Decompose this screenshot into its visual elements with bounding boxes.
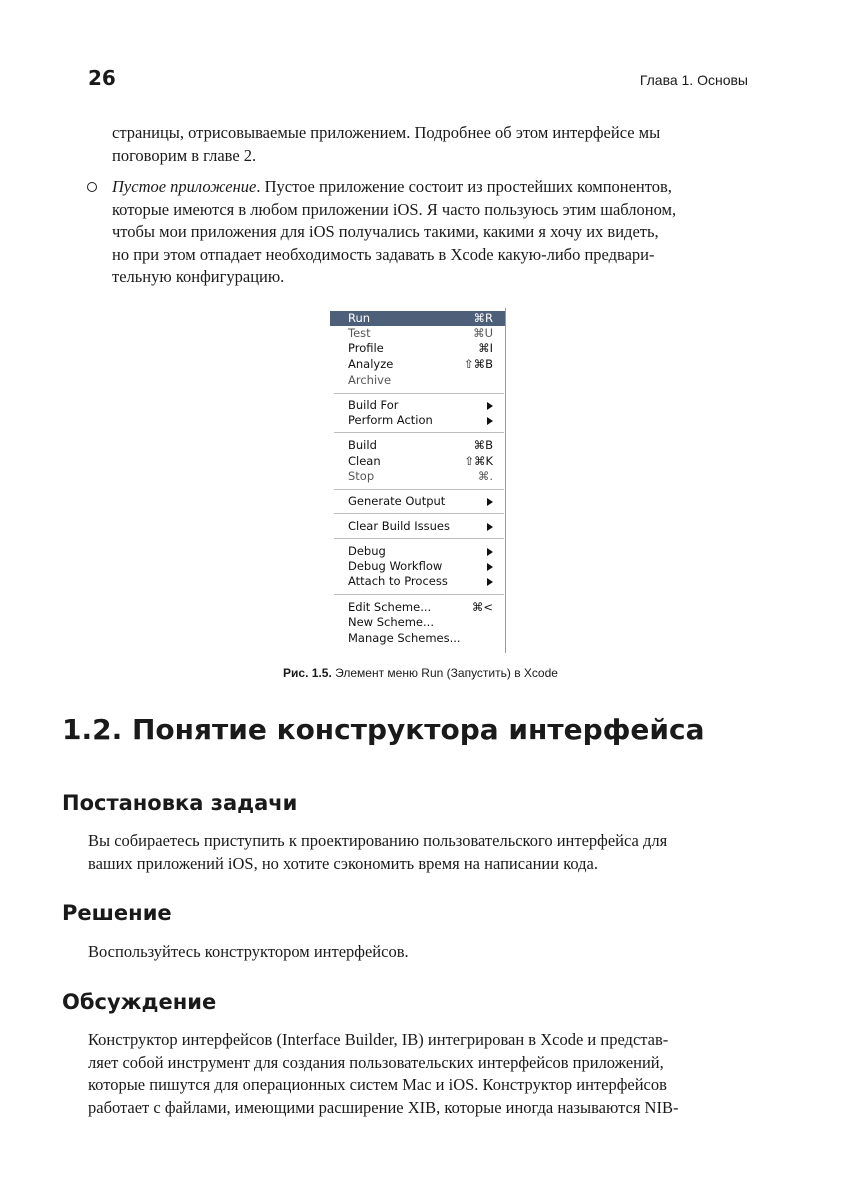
submenu-arrow-icon [487,417,493,425]
menu-item-clean[interactable] [330,454,505,469]
text-line: которые имеются в любом приложении iOS. Я часто пользуюсь этим шаблоном, [112,199,677,219]
text-line: чтобы мои приложения для iOS получались такими, какими я хочу их видеть, [112,222,659,241]
discussion-paragraph [88,1029,748,1119]
menu-item-shortcut: ⌘. [477,469,493,483]
text-line: но при этом отпадает необходимость задавать в Xcode какую-либо предвари- [112,244,655,264]
menu-item-label: Clear Build Issues [348,519,450,533]
menu-item-profile[interactable] [330,341,505,356]
menu-separator [334,432,504,433]
text-line: ваших приложений iOS, но хотите сэкономить время на написании кода. [88,853,598,873]
solution-heading: Решение [62,901,172,925]
menu-item-generate-output[interactable] [330,494,505,509]
page-number: 26 [88,66,116,90]
text-line: работает с файлами, имеющими расширение XIB, которые иногда называются NIB- [88,1097,679,1117]
text-line: Вы собираетесь приступить к проектированию пользовательского интерфейса для [88,831,668,850]
menu-item-label: Edit Scheme... [348,600,432,614]
menu-item-shortcut: ⌘I [478,341,493,355]
menu-item-label: Run [348,311,371,325]
text-line [112,176,748,199]
submenu-arrow-icon [487,548,493,556]
menu-item-shortcut: ⇧⌘K [464,454,493,468]
menu-item-build[interactable] [330,438,505,453]
menu-item-label: Debug Workflow [348,559,443,573]
menu-item-clear-build-issues[interactable] [330,519,505,534]
menu-item-manage-schemes[interactable] [330,631,505,646]
run-menu-figure [330,308,506,653]
bullet-item-empty-app [112,176,748,289]
menu-item-new-scheme[interactable] [330,615,505,630]
menu-item-label: Manage Schemes... [348,631,461,645]
text-line: тельную конфигурацию. [112,267,285,286]
problem-paragraph [88,830,748,875]
menu-separator [334,538,504,539]
submenu-arrow-icon [487,578,493,586]
menu-item-label: Build [348,438,377,452]
text-line: страницы, отрисовываемые приложением. Подробнее об этом интерфейсе мы [112,123,661,142]
menu-item-label: Attach to Process [348,574,448,588]
submenu-arrow-icon [487,402,493,410]
menu-item-label: Test [348,326,371,340]
menu-item-attach-to-process[interactable] [330,574,505,589]
menu-item-shortcut: ⌘B [473,438,493,452]
text-line: Конструктор интерфейсов (Interface Builder, IB) интегрирован в Xcode и представ- [88,1030,669,1049]
menu-item-run[interactable] [330,311,505,326]
figure-caption [0,666,841,680]
menu-item-label: Debug [348,544,386,558]
menu-item-label: Generate Output [348,494,446,508]
text-line: которые пишутся для операционных систем Mac и iOS. Конструктор интерфейсов [88,1075,667,1094]
menu-item-label: Clean [348,454,381,468]
continuation-paragraph [112,122,748,167]
menu-separator [334,594,504,595]
menu-item-label: New Scheme... [348,615,434,629]
menu-separator [334,513,504,514]
discussion-heading: Обсуждение [62,990,217,1014]
menu-item-label: Archive [348,373,392,387]
menu-item-build-for[interactable] [330,398,505,413]
submenu-arrow-icon [487,563,493,571]
solution-paragraph [88,941,748,964]
bullet-text: . Пустое приложение состоит из простейших компонентов, [256,177,672,196]
menu-item-label: Build For [348,398,399,412]
menu-item-stop[interactable] [330,469,505,484]
submenu-arrow-icon [487,498,493,506]
bullet-term: Пустое приложение [112,177,257,196]
menu-item-analyze[interactable] [330,357,505,372]
menu-item-label: Stop [348,469,375,483]
figure-label: Рис. 1.5. [283,666,332,680]
menu-item-shortcut: ⌘U [473,326,493,340]
menu-item-label: Profile [348,341,384,355]
text-line: Воспользуйтесь конструктором интерфейсов. [88,942,409,961]
running-header: Глава 1. Основы [639,72,748,88]
menu-item-label: Analyze [348,357,394,371]
figure-caption-text: Элемент меню Run (Запустить) в Xcode [331,666,558,680]
menu-item-shortcut: ⌘R [473,311,493,325]
menu-item-debug-workflow[interactable] [330,559,505,574]
menu-item-test[interactable] [330,326,505,341]
menu-separator [334,393,504,394]
menu-item-shortcut: ⌘< [471,600,493,614]
problem-heading: Постановка задачи [62,791,298,815]
menu-item-perform-action[interactable] [330,413,505,428]
text-line: поговорим в главе 2. [112,145,257,165]
menu-item-archive[interactable] [330,373,505,388]
circle-bullet-icon [87,182,97,192]
menu-item-debug[interactable] [330,544,505,559]
menu-item-edit-scheme[interactable] [330,600,505,615]
menu-separator [334,489,504,490]
submenu-arrow-icon [487,523,493,531]
menu-item-label: Perform Action [348,413,433,427]
text-line: ляет собой инструмент для создания пользовательских интерфейсов приложений, [88,1052,664,1072]
menu-item-shortcut: ⇧⌘B [463,357,493,371]
section-title: 1.2. Понятие конструктора интерфейса [62,713,705,746]
